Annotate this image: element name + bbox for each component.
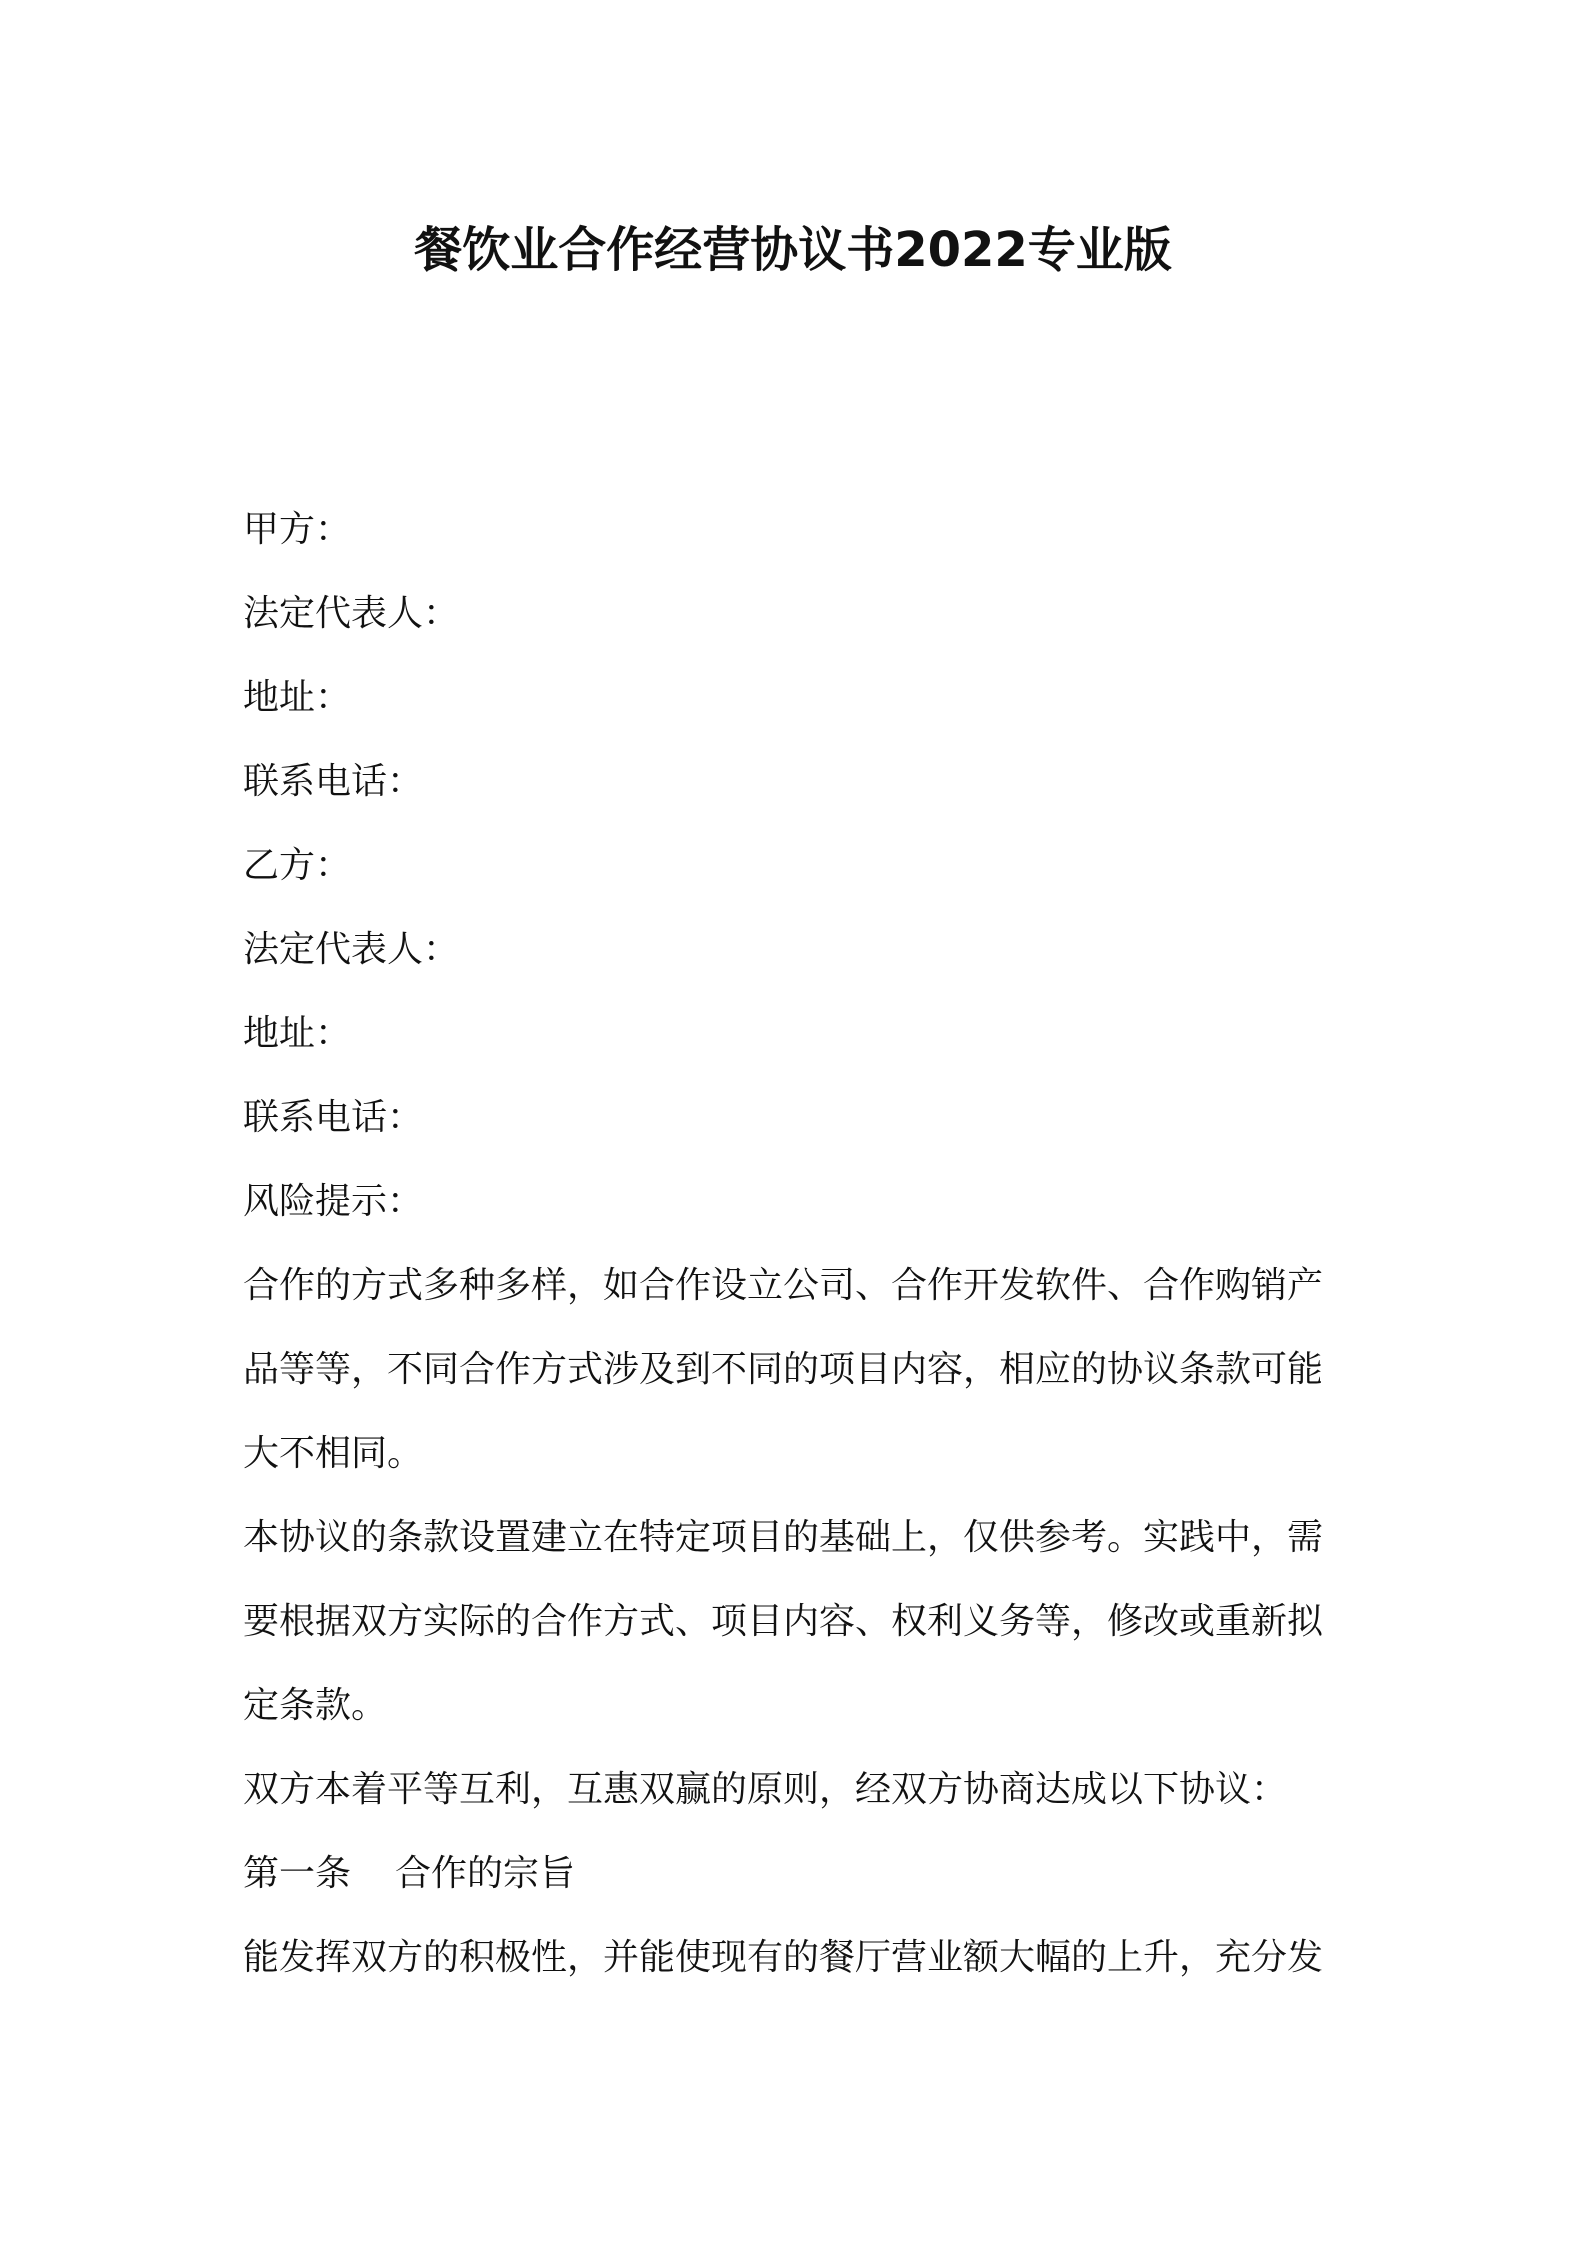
article-1-number: 第一条: [243, 1853, 352, 1894]
risk-paragraph-1-line: 合作的方式多种多样，如合作设立公司、合作开发软件、合作购销产: [243, 1265, 1324, 1306]
article-1-text-line: 能发挥双方的积极性，并能使现有的餐厅营业额大幅的上升，充分发: [243, 1937, 1324, 1978]
party-a-name-label: 甲方：: [243, 509, 352, 550]
party-b-representative-label: 法定代表人：: [243, 929, 460, 970]
risk-paragraph-1-line: 大不相同。: [243, 1433, 424, 1474]
party-b-address-label: 地址：: [243, 1013, 352, 1054]
party-a-representative-label: 法定代表人：: [243, 593, 460, 634]
risk-paragraph-2-line: 要根据双方实际的合作方式、项目内容、权利义务等，修改或重新拟: [243, 1601, 1324, 1642]
preamble: 双方本着平等互利，互惠双赢的原则，经双方协商达成以下协议：: [243, 1769, 1288, 1810]
risk-paragraph-2-line: 定条款。: [243, 1685, 388, 1726]
party-b-name-label: 乙方：: [243, 845, 352, 886]
party-a-address-label: 地址：: [243, 677, 352, 718]
risk-paragraph-2-line: 本协议的条款设置建立在特定项目的基础上，仅供参考。实践中，需: [243, 1517, 1324, 1558]
party-a-phone-label: 联系电话：: [243, 761, 424, 802]
document-body: [243, 488, 1353, 2000]
risk-paragraph-1-line: 品等等，不同合作方式涉及到不同的项目内容，相应的协议条款可能: [243, 1349, 1324, 1390]
party-b-phone-label: 联系电话：: [243, 1097, 424, 1138]
article-1-heading: [243, 1832, 1353, 1916]
article-1-title: 合作的宗旨: [395, 1853, 576, 1894]
risk-heading: 风险提示：: [243, 1181, 424, 1222]
document-title: 餐饮业合作经营协议书2022专业版: [414, 222, 1172, 278]
